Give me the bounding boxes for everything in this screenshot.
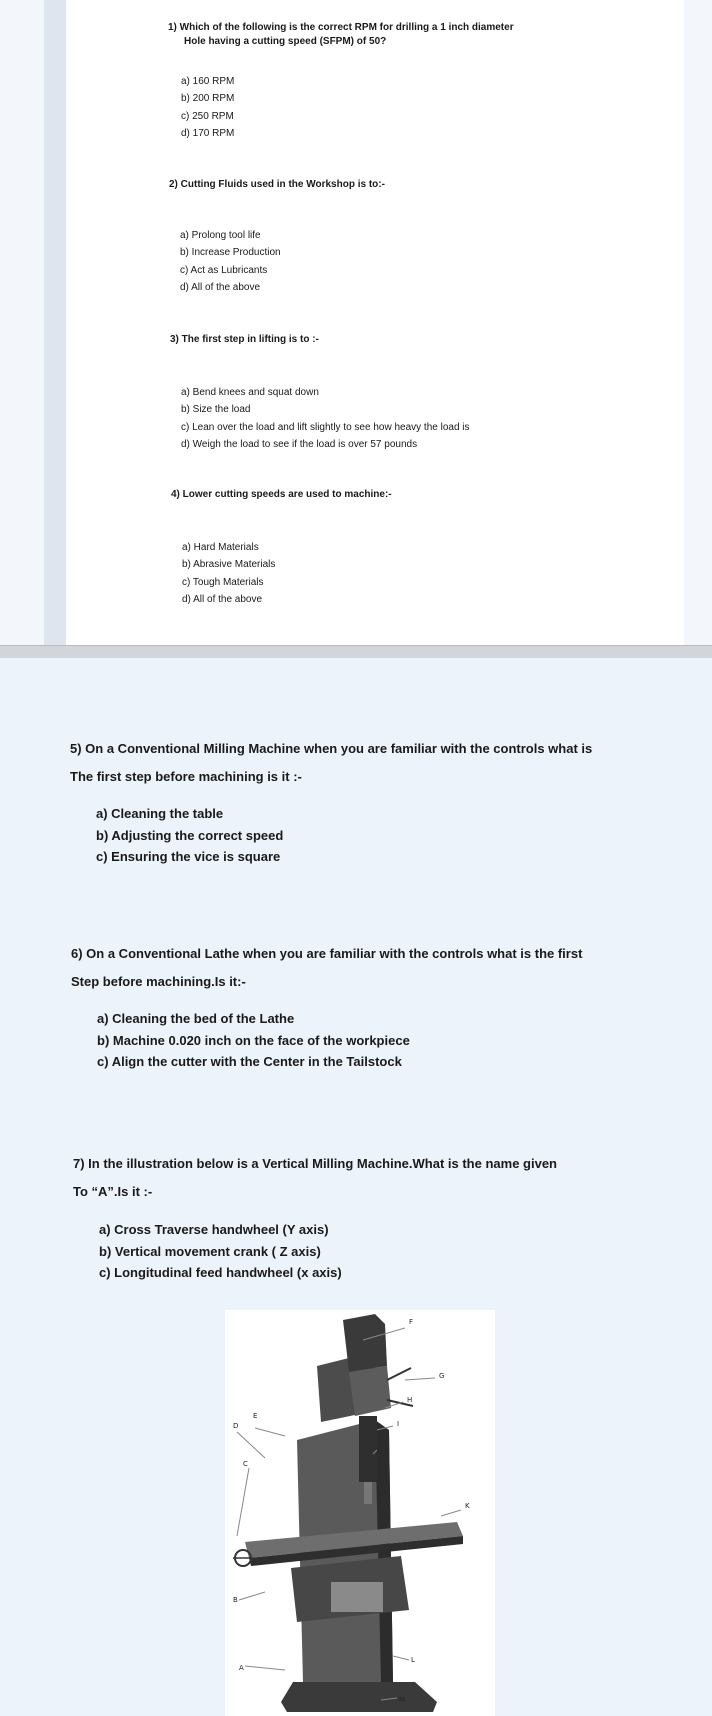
figure-label-b: B bbox=[233, 1596, 238, 1604]
option-4c: c) Tough Materials bbox=[182, 576, 264, 588]
question-6 bbox=[71, 940, 582, 996]
question-5-line-2: The first step before machining is it :- bbox=[70, 769, 302, 784]
scanned-page-1 bbox=[0, 0, 712, 645]
question-7-options bbox=[99, 1219, 342, 1284]
question-5 bbox=[70, 735, 592, 791]
figure-label-k: K bbox=[465, 1502, 470, 1510]
question-2-line-1: 2) Cutting Fluids used in the Workshop is to:- bbox=[169, 179, 385, 190]
option-4b: b) Abrasive Materials bbox=[182, 559, 276, 571]
option-6a: a) Cleaning the bed of the Lathe bbox=[97, 1011, 295, 1026]
option-5b: b) Adjusting the correct speed bbox=[96, 827, 284, 843]
option-1b: b) 200 RPM bbox=[181, 93, 235, 105]
question-4-line-1: 4) Lower cutting speeds are used to machine:- bbox=[171, 489, 392, 500]
figure-label-f: F bbox=[409, 1318, 414, 1326]
question-5-options bbox=[96, 803, 283, 868]
option-3a: a) Bend knees and squat down bbox=[181, 387, 319, 398]
option-6c: c) Align the cutter with the Center in the Tailstock bbox=[97, 1054, 402, 1069]
option-3d: d) Weigh the load to see if the load is over 57 pounds bbox=[181, 438, 418, 450]
option-2b: b) Increase Production bbox=[180, 247, 281, 259]
figure-label-m: M bbox=[399, 1696, 406, 1704]
question-6-line-1: 6) On a Conventional Lathe when you are familiar with the controls what is the first bbox=[71, 946, 583, 961]
option-5a: a) Cleaning the table bbox=[96, 806, 224, 821]
vertical-milling-machine-figure bbox=[225, 1310, 495, 1716]
option-2c: c) Act as Lubricants bbox=[180, 264, 268, 276]
question-1 bbox=[168, 21, 514, 49]
figure-label-a: A bbox=[239, 1664, 244, 1672]
option-1d: d) 170 RPM bbox=[181, 127, 235, 139]
question-4 bbox=[171, 488, 392, 502]
option-2d: d) All of the above bbox=[180, 281, 261, 293]
option-3c: c) Lean over the load and lift slightly to see how heavy the load is bbox=[181, 421, 470, 433]
question-5-line-1: 5) On a Conventional Milling Machine when you are familiar with the controls what is bbox=[70, 741, 593, 756]
option-2a: a) Prolong tool life bbox=[180, 230, 261, 241]
option-1c: c) 250 RPM bbox=[181, 110, 234, 122]
figure-label-i: I bbox=[397, 1420, 400, 1428]
question-1-line-1: 1) Which of the following is the correct RPM for drilling a 1 inch diameter bbox=[168, 22, 514, 33]
question-4-options bbox=[182, 539, 275, 608]
question-7-line-1: 7) In the illustration below is a Vertical Milling Machine.What is the name given bbox=[73, 1156, 557, 1171]
figure-label-e: E bbox=[253, 1412, 258, 1420]
option-3b: b) Size the load bbox=[181, 404, 251, 416]
page-margin-shadow bbox=[44, 0, 66, 645]
figure-label-l: L bbox=[411, 1656, 415, 1664]
paper-sheet bbox=[44, 0, 684, 645]
question-3-line-1: 3) The first step in lifting is to :- bbox=[170, 334, 319, 345]
option-7a: a) Cross Traverse handwheel (Y axis) bbox=[99, 1222, 329, 1237]
figure-label-j: J bbox=[377, 1446, 380, 1454]
question-1-line-2: Hole having a cutting speed (SFPM) of 50? bbox=[184, 36, 387, 47]
option-6b: b) Machine 0.020 inch on the face of the workpiece bbox=[97, 1032, 410, 1048]
question-6-options bbox=[97, 1008, 410, 1073]
figure-label-d: D bbox=[233, 1422, 239, 1430]
question-7-line-2: To “A”.Is it :- bbox=[73, 1184, 153, 1199]
question-2 bbox=[169, 178, 385, 192]
option-4d: d) All of the above bbox=[182, 593, 263, 605]
option-7b: b) Vertical movement crank ( Z axis) bbox=[99, 1243, 321, 1259]
question-1-options bbox=[181, 73, 234, 142]
page-separator bbox=[0, 645, 712, 658]
question-3 bbox=[170, 333, 319, 347]
question-7 bbox=[73, 1150, 557, 1206]
figure-label-h: H bbox=[407, 1396, 413, 1404]
question-2-options bbox=[180, 227, 281, 296]
figure-label-g: G bbox=[439, 1372, 445, 1380]
option-4a: a) Hard Materials bbox=[182, 542, 259, 553]
option-5c: c) Ensuring the vice is square bbox=[96, 849, 281, 864]
option-1a: a) 160 RPM bbox=[181, 76, 235, 87]
option-7c: c) Longitudinal feed handwheel (x axis) bbox=[99, 1265, 342, 1280]
figure-label-c: C bbox=[243, 1460, 248, 1468]
question-6-line-2: Step before machining.Is it:- bbox=[71, 974, 246, 989]
question-3-options bbox=[181, 384, 470, 453]
